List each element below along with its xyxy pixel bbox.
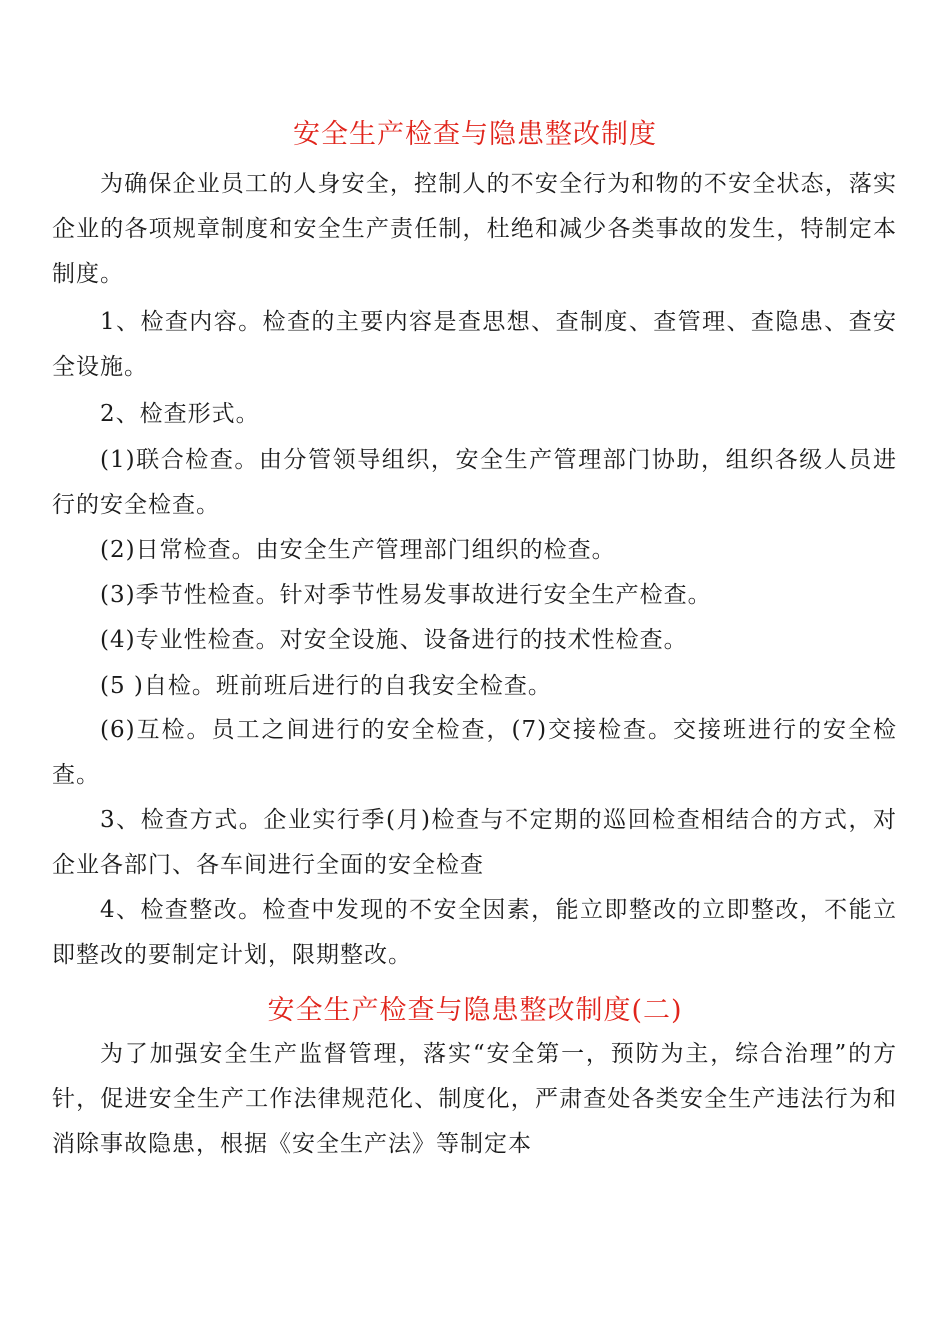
intro-paragraph-2: 为了加强安全生产监督管理，落实“安全第一，预防为主，综合治理”的方针，促进安全生产工作法律规范化、制度化，严肃查处各类安全生产违法行为和消除事故隐患，根据《安全生产法》等制定本 — [52, 1041, 897, 1157]
item-rectification: 4、检查整改。检查中发现的不安全因素，能立即整改的立即整改，不能立即整改的要制定计划，限期整改。 — [52, 897, 897, 968]
subitem-joint-check: (1)联合检查。由分管领导组织，安全生产管理部门协助，组织各级人员进行的安全检查。 — [52, 447, 897, 518]
intro-paragraph: 为确保企业员工的人身安全，控制人的不安全行为和物的不安全状态，落实企业的各项规章制度和安全生产责任制，杜绝和减少各类事故的发生，特制定本制度。 — [52, 171, 897, 287]
subitem-self-check: (5 )自检。班前班后进行的自我安全检查。 — [100, 673, 552, 699]
subitem-mutual-check: (6)互检。员工之间进行的安全检查，(7)交接检查。交接班进行的安全检查。 — [52, 717, 897, 788]
item-check-form: 2、检查形式。 — [100, 401, 260, 427]
subitem-seasonal-check: (3)季节性检查。针对季节性易发事故进行安全生产检查。 — [100, 582, 712, 608]
item-check-method: 3、检查方式。企业实行季(月)检查与不定期的巡回检查相结合的方式，对企业各部门、各车间进行全面的安全检查 — [52, 807, 897, 878]
document-title: 安全生产检查与隐患整改制度 — [293, 119, 657, 150]
subitem-daily-check: (2)日常检查。由安全生产管理部门组织的检查。 — [100, 537, 616, 563]
subitem-professional-check: (4)专业性检查。对安全设施、设备进行的技术性检查。 — [100, 627, 688, 653]
item-check-content: 1、检查内容。检查的主要内容是查思想、查制度、查管理、查隐患、查安全设施。 — [52, 309, 897, 380]
section-title-2: 安全生产检查与隐患整改制度(二) — [267, 995, 683, 1026]
